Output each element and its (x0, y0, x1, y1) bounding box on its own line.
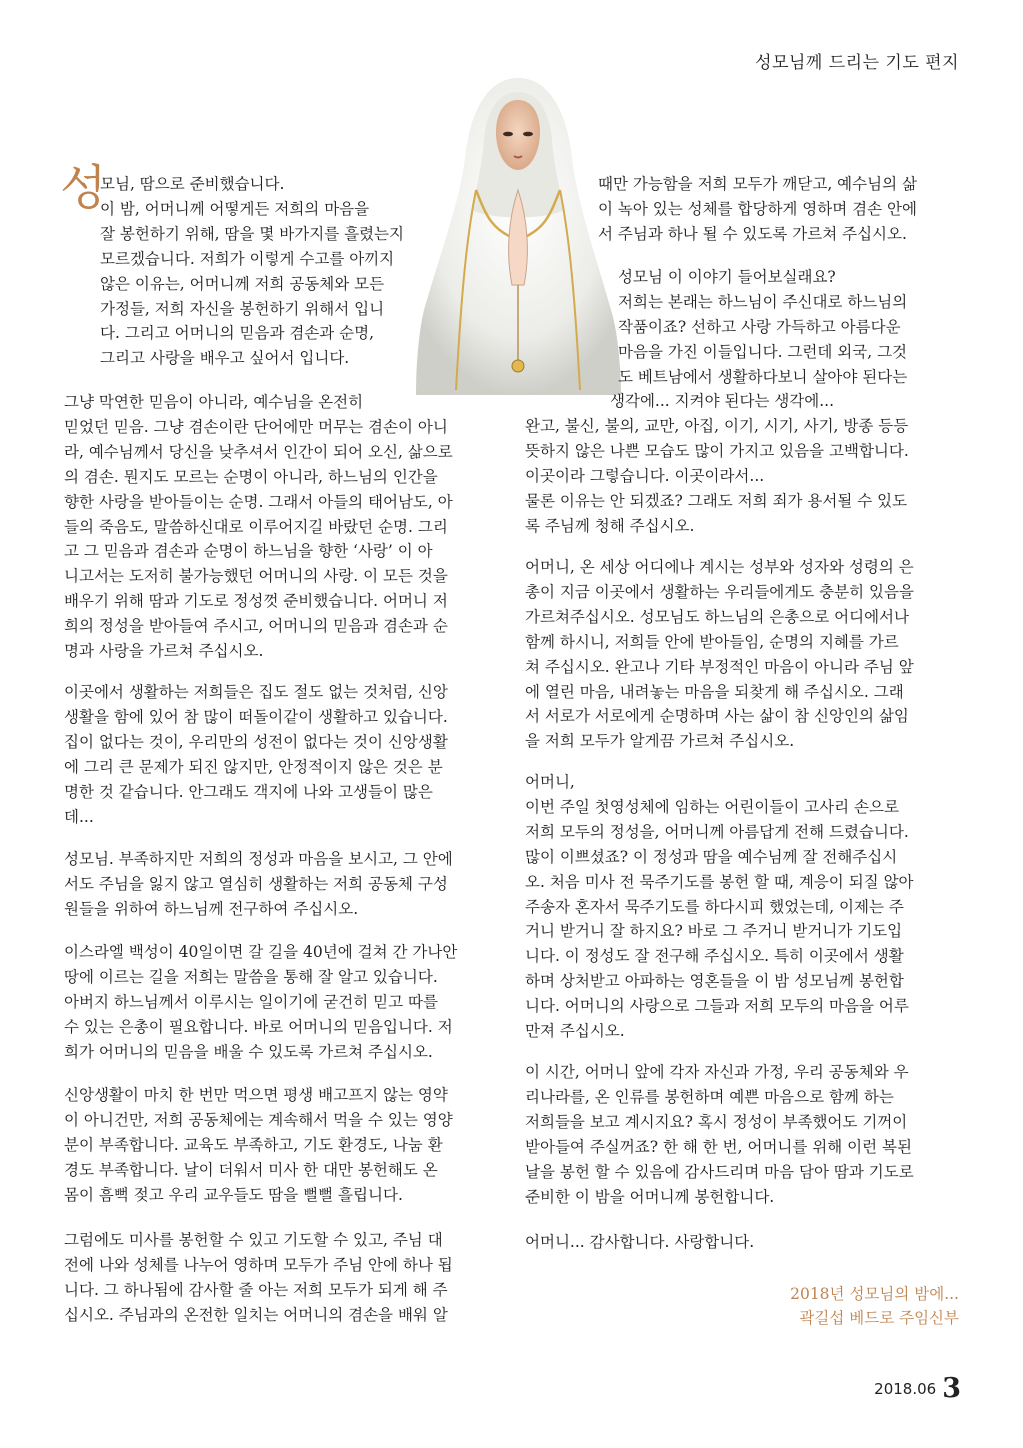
right-paragraph-2b: 생각에... 지켜야 된다는 생각에... (610, 392, 835, 410)
left-paragraph-3: 이곳에서 생활하는 저희들은 집도 절도 없는 것처럼, 신앙 생활을 함에 있어 참 많이 떠돌이같이 생활하고 있습니다. 집이 없다는 것이, 우리만의 성전이 없다는 것이 신앙생활 에 그리 큰 문제가 되진 않지만, 안정적이지 않은 것은 분 명한 것 같습니다. 안그래도 객지에 나와 고생들이 많은 데... (64, 683, 448, 826)
right-paragraph-3: 어머니, 온 세상 어디에나 계시는 성부와 성자와 성령의 은 총이 지금 이곳에서 생활하는 우리들에게도 충분히 있음을 가르쳐주십시오. 성모님도 하느님의 은총으로 어디에서나 함께 하시니, 저희들 안에 받아들임, 순명의 지혜를 가르 쳐 주십시오. 완고나 기타 부정적인 마음이 아니라 주님 앞 에 열린 마음, 내려놓는 마음을 되찾게 해 주십시오. 그래 서 서로가 서로에게 순명하며 사는 삶이 참 신앙인의 삶임 을 저희 모두가 알게끔 가르쳐 주십시오. (525, 558, 914, 751)
signature-line-1: 2018년 성모님의 밤에... (790, 1285, 959, 1303)
left-paragraph-5: 이스라엘 백성이 40일이면 갈 길을 40년에 걸쳐 간 가나안 땅에 이르는 길을 저희는 말씀을 통해 잘 알고 있습니다. 아버지 하느님께서 이루시는 일이기에 굳건히 믿고 따를 수 있는 은총이 필요합니다. 바로 어머니의 믿음입니다. 저 희가 어머니의 믿음을 배울 수 있도록 가르쳐 주십시오. (64, 943, 458, 1061)
page-footer (874, 1373, 961, 1404)
page-number: 3 (942, 1373, 961, 1404)
right-paragraph-2a: 성모님 이 이야기 들어보실래요? 저희는 본래는 하느님이 주신대로 하느님의 작품이죠? 선하고 사랑 가득하고 아름다운 마음을 가진 이들입니다. 그런데 외국, 그것 도 베트남에서 생활하다보니 살아야 된다는 (618, 268, 908, 386)
left-paragraph-2: 그냥 막연한 믿음이 아니라, 예수님을 온전히 믿었던 믿음. 그냥 겸손이란 단어에만 머무는 겸손이 아니 라, 예수님께서 당신을 낮추셔서 인간이 되어 오신, 삶으로 의 겸손. 뭔지도 모르는 순명이 아니라, 하느님의 인간을 향한 사랑을 받아들이는 순명. 그래서 아들의 태어남도, 아 들의 죽음도, 말씀하신대로 이루어지길 바랐던 순명. 그리 고 그 믿음과 겸손과 순명이 하느님을 향한 ‘사랑’ 이 아 니고서는 도저히 불가능했던 어머니의 사랑. 이 모든 것을 배우기 위해 땀과 기도로 정성껏 준비했습니다. 어머니 저 희의 정성을 받아들여 주시고, 어머니의 믿음과 겸손과 순 명과 사랑을 가르쳐 주십시오. (64, 393, 453, 661)
right-paragraph-2c: 완고, 불신, 불의, 교만, 아집, 이기, 시기, 사기, 방종 등등 뜻하지 않은 나쁜 모습도 많이 가지고 있음을 고백합니다. 이곳이라 그렇습니다. 이곳이라서... 물론 이유는 안 되겠죠? 그래도 저희 죄가 용서될 수 있도 록 주님께 청해 주십시오. (525, 417, 909, 535)
left-paragraph-4: 성모님. 부족하지만 저희의 정성과 마음을 보시고, 그 안에 서도 주님을 잃지 않고 열심히 생활하는 저희 공동체 구성 원들을 위하여 하느님께 전구하여 주십시오. (64, 850, 453, 918)
drop-cap: 성 (60, 160, 107, 216)
right-paragraph-5: 이 시간, 어머니 앞에 각자 자신과 가정, 우리 공동체와 우 리나라를, 온 인류를 봉헌하며 예쁜 마음으로 함께 하는 저희들을 보고 계시지요? 혹시 정성이 부족했어도 기꺼이 받아들여 주실꺼죠? 한 해 한 번, 어머니를 위해 이런 복된 날을 봉헌 할 수 있음에 감사드리며 마음 담아 땀과 기도로 준비한 이 밤을 어머니께 봉헌합니다. (525, 1063, 914, 1206)
left-paragraph-1: 모님, 땀으로 준비했습니다. 이 밤, 어머니께 어떻게든 저희의 마음을 잘 봉헌하기 위해, 땀을 몇 바가지를 흘렸는지 모르겠습니다. 저희가 이렇게 수고를 아끼지 않은 이유는, 어머니께 저희 공동체와 모든 가정들, 저희 자신을 봉헌하기 위해서 입니 다. 그리고 어머니의 믿음과 겸손과 순명, 그리고 사랑을 배우고 싶어서 입니다. (100, 175, 405, 368)
issue-date: 2018.06 (874, 1380, 937, 1398)
left-paragraph-6: 신앙생활이 마치 한 번만 먹으면 평생 배고프지 않는 영약 이 아니건만, 저희 공동체에는 계속해서 먹을 수 있는 영양 분이 부족합니다. 교육도 부족하고, 기도 환경도, 나눔 환 경도 부족합니다. 날이 더워서 미사 한 대만 봉헌해도 온 몸이 흠뻑 젖고 우리 교우들도 땀을 뻘뻘 흘립니다. (64, 1086, 453, 1204)
right-paragraph-1: 때만 가능함을 저희 모두가 깨닫고, 예수님의 삶 이 녹아 있는 성체를 합당하게 영하며 겸손 안에 서 주님과 하나 될 수 있도록 가르쳐 주십시오. (598, 175, 917, 243)
right-paragraph-6: 어머니... 감사합니다. 사랑합니다. (525, 1233, 755, 1251)
right-paragraph-4: 어머니, 이번 주일 첫영성체에 임하는 어린이들이 고사리 손으로 저희 모두의 정성을, 어머니께 아름답게 전해 드렸습니다. 많이 이쁘셨죠? 이 정성과 땀을 예수님께 잘 전해주십시 오. 처음 미사 전 묵주기도를 봉헌 할 때, 계응이 되질 않아 주송자 혼자서 묵주기도를 하다시피 했었는데, 이제는 주 거니 받거니 잘 하지요? 바로 그 주거니 받거니가 기도입 니다. 이 정성도 잘 전구해 주십시오. 특히 이곳에서 생활 하며 상처받고 아파하는 영혼들을 이 밤 성모님께 봉헌합 니다. 어머니의 사랑으로 그들과 저희 모두의 마음을 어루 만져 주십시오. (525, 773, 914, 1041)
left-paragraph-7: 그럼에도 미사를 봉헌할 수 있고 기도할 수 있고, 주님 대 전에 나와 성체를 나누어 영하며 모두가 주님 안에 하나 됩 니다. 그 하나됨에 감사할 줄 아는 저희 모두가 되게 해 주 십시오. 주님과의 온전한 일치는 어머니의 겸손을 배워 알 (64, 1231, 453, 1324)
virgin-mary-statue-image (416, 70, 621, 395)
running-header: 성모님께 드리는 기도 편지 (755, 53, 959, 73)
signature-line-2: 곽길섭 베드로 주임신부 (799, 1309, 959, 1327)
